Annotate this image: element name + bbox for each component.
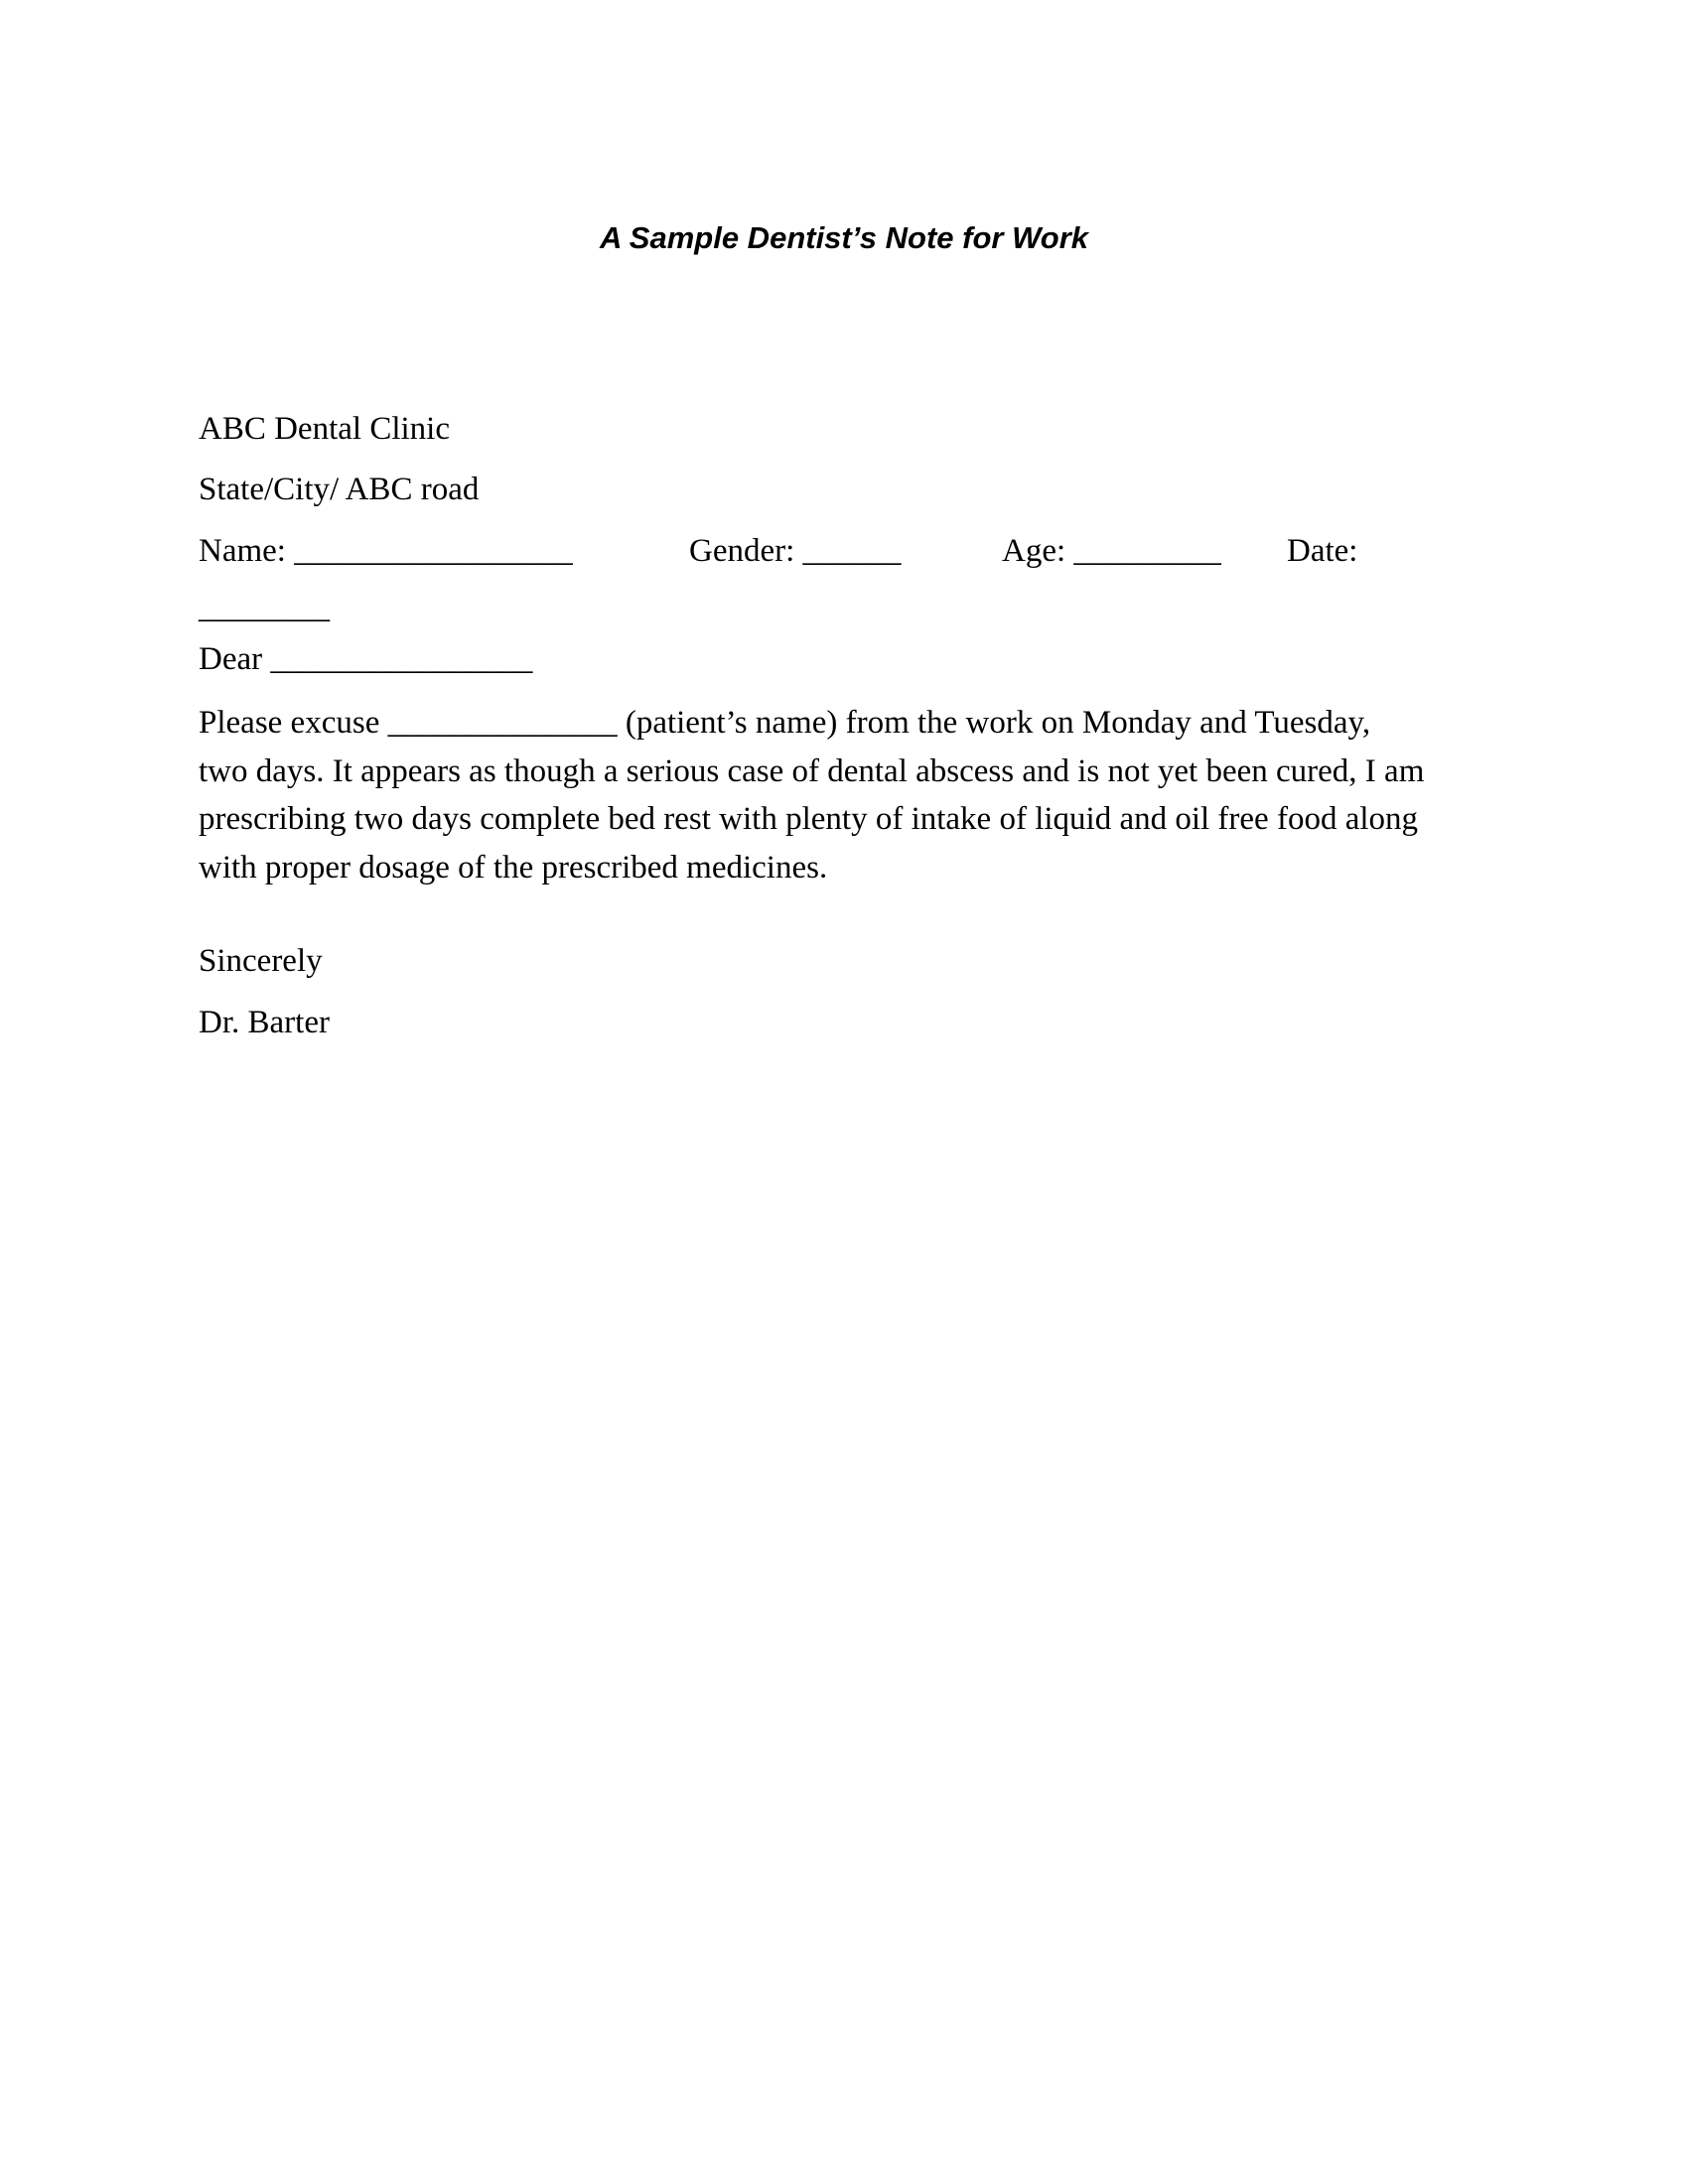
date-field-label: Date: <box>1287 533 1358 569</box>
note-body-line: prescribing two days complete bed rest with plenty of intake of liquid and oil free food along <box>199 801 1419 837</box>
document-title: A Sample Dentist’s Note for Work <box>599 220 1089 255</box>
clinic-name: ABC Dental Clinic <box>199 411 450 447</box>
name-field: Name: _________________ <box>199 533 573 569</box>
age-field: Age: _________ <box>1002 533 1221 569</box>
closing: Sincerely <box>199 943 323 979</box>
gender-field: Gender: ______ <box>689 533 902 569</box>
note-body-line: Please excuse ______________ (patient’s name) from the work on Monday and Tuesday, <box>199 705 1371 741</box>
signature: Dr. Barter <box>199 1005 330 1040</box>
salutation: Dear ________________ <box>199 641 533 677</box>
note-body <box>199 699 1509 891</box>
clinic-address: State/City/ ABC road <box>199 472 480 507</box>
patient-fields-row <box>199 529 1489 573</box>
date-field-blank: ________ <box>199 590 330 625</box>
note-body-line: two days. It appears as though a serious case of dental abscess and is not yet been cured, I am <box>199 752 1425 789</box>
note-body-line: with proper dosage of the prescribed medicines. <box>199 849 828 886</box>
